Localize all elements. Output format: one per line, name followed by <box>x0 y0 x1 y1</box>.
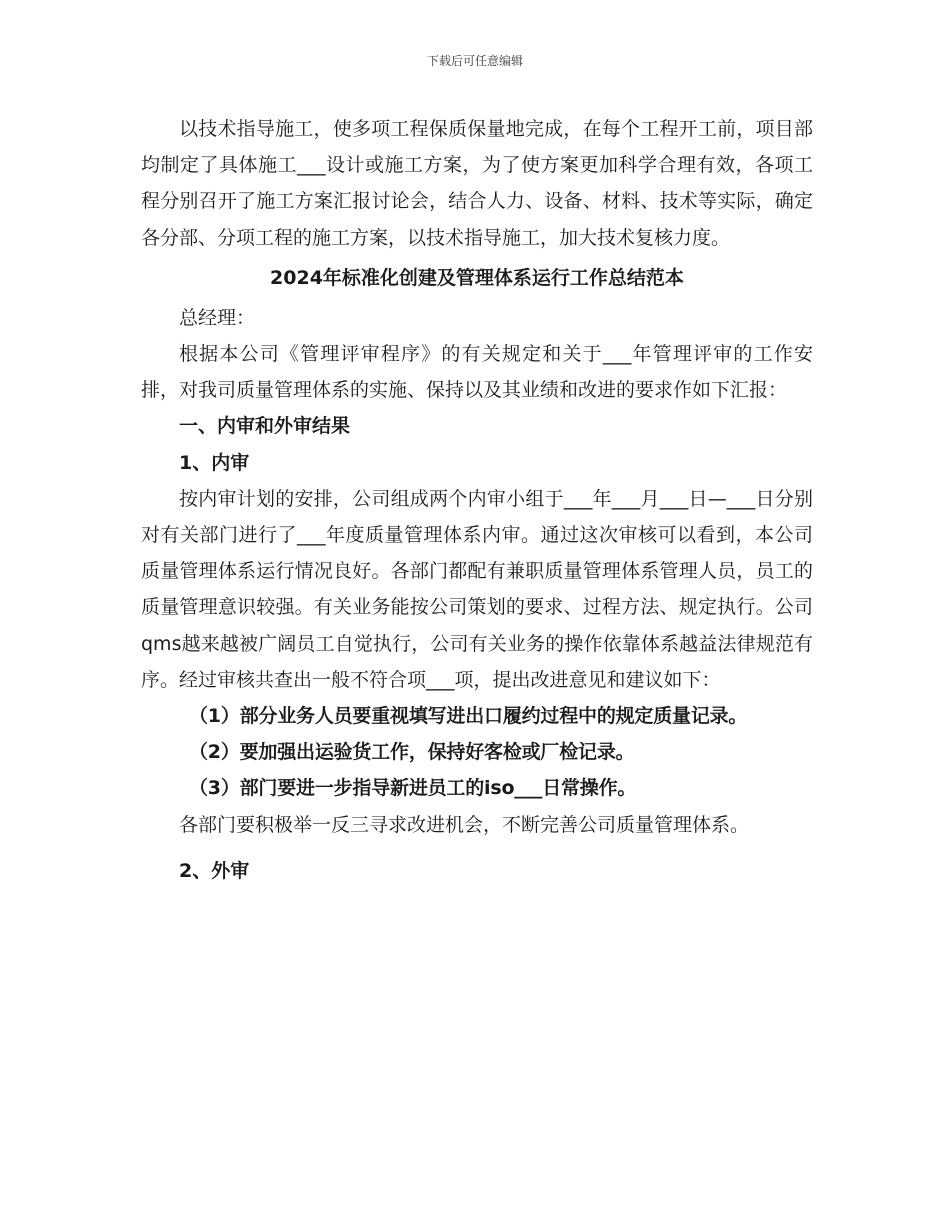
subheading-internal-audit: 1、内审 <box>179 451 250 474</box>
intro-paragraph: 以技术指导施工，使多项工程保质保量地完成，在每个工程开工前，项目部均制定了具体施工___设计或施工方案，为了使方案更加科学合理有效，各项工程分别召开了施工方案汇报讨论会，结合人力、设备、材料、技术等实际，确定各分部、分项工程的施工方案，以技术指导施工，加大技术复核力度。 <box>141 118 813 249</box>
document-body <box>141 111 813 889</box>
salutation: 总经理： <box>179 306 256 329</box>
opening-paragraph: 根据本公司《管理评审程序》的有关规定和关于___年管理评审的工作安排，对我司质量管理体系的实施、保持以及其业绩和改进的要求作如下汇报： <box>141 343 813 402</box>
list-item: （2）要加强出运验货工作，保持好客检或厂检记录。 <box>189 741 635 764</box>
internal-audit-paragraph: 按内审计划的安排，公司组成两个内审小组于___年___月___日—___日分别对有关部门进行了___年度质量管理体系内审。通过这次审核可以看到，本公司质量管理体系运行情况良好。各部门都配有兼职质量管理体系管理人员，员工的质量管理意识较强。有关业务能按公司策划的要求、过程方法、规定执行。公司qms越来越被广阔员工自觉执行，公司有关业务的操作依靠体系越益法律规范有序。经过审核共查出一般不符合项___项，提出改进意见和建议如下： <box>141 487 813 691</box>
page-header: 下载后可任意编辑 <box>426 54 523 68</box>
list-item: （3）部门要进一步指导新进员工的iso___日常操作。 <box>189 777 637 800</box>
list-item: （1）部分业务人员要重视填写进出口履约过程中的规定质量记录。 <box>189 705 748 728</box>
subheading-external-audit: 2、外审 <box>179 859 250 882</box>
section-heading-audit-results: 一、内审和外审结果 <box>179 415 351 438</box>
document-title: 2024年标准化创建及管理体系运行工作总结范本 <box>270 266 684 289</box>
closing-paragraph: 各部门要积极举一反三寻求改进机会，不断完善公司质量管理体系。 <box>179 813 750 836</box>
